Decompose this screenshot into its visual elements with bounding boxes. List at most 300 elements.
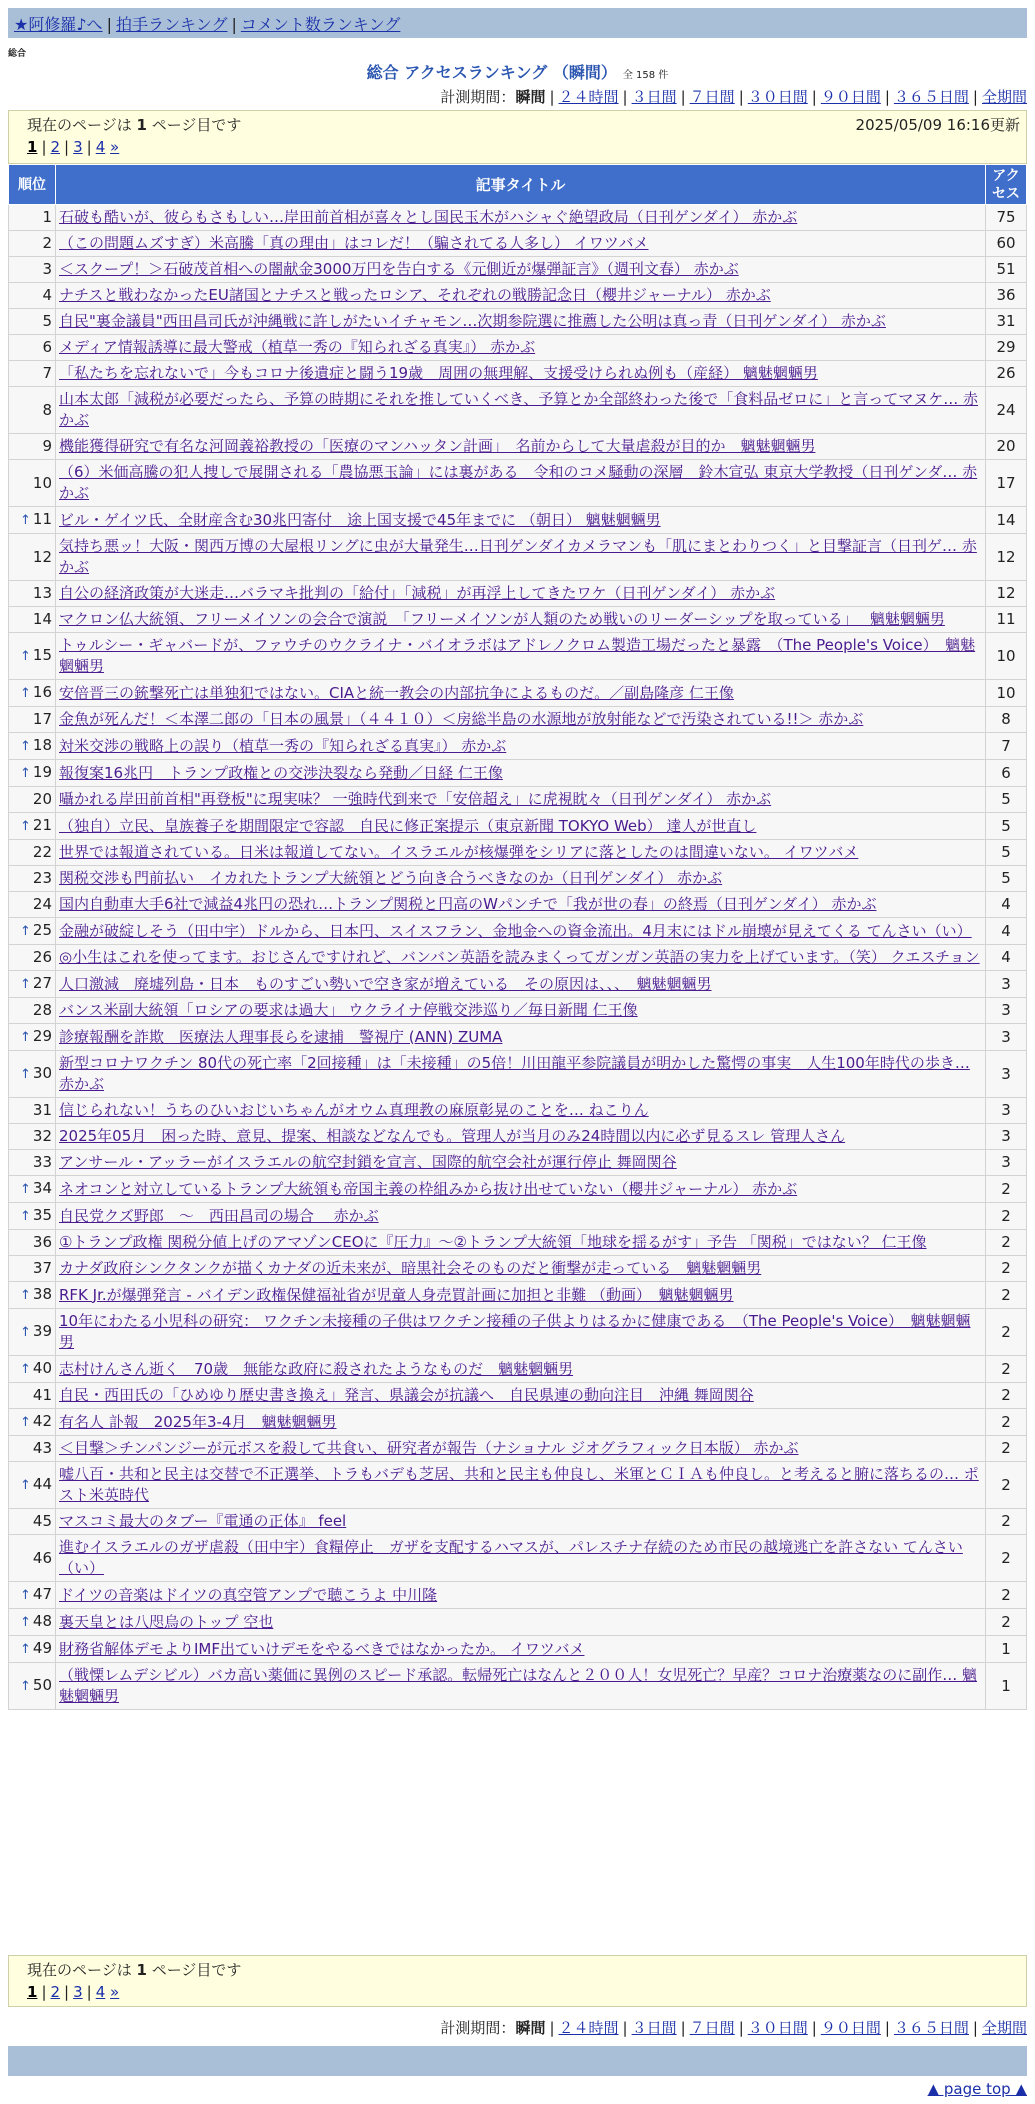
title-cell bbox=[56, 1150, 986, 1176]
period-link[interactable]: ７日間 bbox=[689, 88, 735, 106]
access-count: 2 bbox=[986, 1582, 1027, 1609]
rank-number: 10 bbox=[32, 473, 52, 492]
separator: | bbox=[86, 1983, 92, 2001]
rank-number: 8 bbox=[42, 400, 52, 419]
page-info-top bbox=[8, 110, 1027, 164]
title-cell bbox=[56, 1124, 986, 1150]
rank-cell bbox=[9, 1409, 56, 1436]
title-cell bbox=[56, 581, 986, 607]
access-count: 31 bbox=[986, 309, 1027, 335]
article-link[interactable]: ナチスと戦わなかったEU諸国とナチスと戦ったロシア、それぞれの戦勝記念日（櫻井ジャーナル） 赤かぶ bbox=[59, 286, 771, 304]
title-cell bbox=[56, 607, 986, 633]
rank-cell bbox=[9, 680, 56, 707]
next-page-link[interactable]: » bbox=[110, 1983, 120, 2001]
period-link[interactable]: ３日間 bbox=[631, 2019, 677, 2037]
title-cell bbox=[56, 1098, 986, 1124]
access-count: 29 bbox=[986, 335, 1027, 361]
page-link-4[interactable]: 4 bbox=[95, 138, 106, 156]
title-cell bbox=[56, 1636, 986, 1663]
access-count: 4 bbox=[986, 892, 1027, 918]
rank-number: 39 bbox=[32, 1322, 52, 1340]
rank-cell bbox=[9, 787, 56, 813]
article-link[interactable]: アンサール・アッラーがイスラエルの航空封鎖を宣言、国際的航空会社が運行停止 舞岡関谷 bbox=[59, 1153, 677, 1171]
rank-number: 43 bbox=[32, 1439, 52, 1457]
title-cell bbox=[56, 971, 986, 998]
rank-number: 21 bbox=[32, 816, 52, 834]
clap-ranking-link[interactable]: 拍手ランキング bbox=[115, 15, 228, 34]
rank-number: 25 bbox=[32, 921, 52, 939]
arrow-up-icon: ↑ bbox=[20, 766, 31, 781]
table-row bbox=[9, 231, 1027, 257]
page-link-2[interactable]: 2 bbox=[50, 138, 61, 156]
rank-cell bbox=[9, 1535, 56, 1582]
rank-cell bbox=[9, 361, 56, 387]
access-count: 5 bbox=[986, 866, 1027, 892]
period-current: 瞬間 bbox=[515, 88, 546, 106]
table-row bbox=[9, 733, 1027, 760]
page-link-1[interactable]: 1 bbox=[27, 138, 38, 156]
access-count: 36 bbox=[986, 283, 1027, 309]
period-link[interactable]: ３０日間 bbox=[747, 2019, 808, 2037]
title-cell bbox=[56, 231, 986, 257]
access-count: 11 bbox=[986, 607, 1027, 633]
article-link[interactable]: 石破も酷いが、彼らもさもしい…岸田前首相が喜々とし国民玉木がハシャぐ絶望政局（日刊ゲンダイ） 赤かぶ bbox=[59, 208, 798, 226]
rank-cell bbox=[9, 866, 56, 892]
page-link-4[interactable]: 4 bbox=[95, 1983, 106, 2001]
rank-cell bbox=[9, 892, 56, 918]
rank-cell bbox=[9, 1203, 56, 1230]
access-count: 24 bbox=[986, 387, 1027, 434]
arrow-up-icon: ↑ bbox=[20, 513, 31, 528]
article-link[interactable]: ＜スクープ！＞石破茂首相への闇献金3000万円を告白する《元側近が爆弾証言》（週刊文春） 赤かぶ bbox=[59, 260, 739, 278]
table-row bbox=[9, 1150, 1027, 1176]
article-link[interactable]: ＜目撃＞チンパンジーが元ボスを殺して共食い、研究者が報告（ナショナル ジオグラフィック日本版） 赤かぶ bbox=[59, 1439, 799, 1457]
period-link[interactable]: ３６５日間 bbox=[893, 88, 969, 106]
title-cell bbox=[56, 1609, 986, 1636]
article-link[interactable]: 進むイスラエルのガザ虐殺（田中宇）食糧停止 ガザを支配するハマスが、パレスチナ存続のため市民の越境逃亡を許さない てんさい（い） bbox=[59, 1538, 963, 1577]
separator: | bbox=[680, 2019, 686, 2037]
rank-cell bbox=[9, 1436, 56, 1462]
rank-number: 6 bbox=[42, 338, 52, 356]
separator: | bbox=[738, 2019, 744, 2037]
rank-cell bbox=[9, 1124, 56, 1150]
breadcrumb: 総合 bbox=[8, 49, 27, 59]
table-row bbox=[9, 787, 1027, 813]
article-link[interactable]: 安倍晋三の銃撃死亡は単独犯ではない。CIAと統一教会の内部抗争によるものだ。／副島隆彦 仁王像 bbox=[59, 683, 734, 702]
article-link[interactable]: 人口激減 廃墟列島・日本 ものすごい勢いで空き家が増えている その原因は、、、 魑魅魍魎男 bbox=[59, 974, 712, 993]
article-link[interactable]: ドイツの音楽はドイツの真空管アンプで聴こうよ 中川隆 bbox=[59, 1585, 438, 1604]
rank-number: 19 bbox=[32, 763, 52, 781]
access-count: 7 bbox=[986, 733, 1027, 760]
table-row bbox=[9, 581, 1027, 607]
article-link[interactable]: バンス米副大統領「ロシアの要求は過大」 ウクライナ停戦交渉巡り／毎日新聞 仁王像 bbox=[59, 1001, 638, 1019]
separator: | bbox=[86, 138, 92, 156]
rank-number: 47 bbox=[32, 1585, 52, 1603]
title-cell bbox=[56, 1230, 986, 1256]
table-row bbox=[9, 1230, 1027, 1256]
arrow-up-icon: ↑ bbox=[20, 1067, 31, 1082]
access-count: 2 bbox=[986, 1282, 1027, 1309]
rank-cell bbox=[9, 434, 56, 460]
title-cell bbox=[56, 1409, 986, 1436]
arrow-up-icon: ↑ bbox=[20, 1030, 31, 1045]
period-selector-bottom bbox=[440, 2017, 1027, 2038]
arrow-up-icon: ↑ bbox=[20, 1615, 31, 1630]
separator: | bbox=[884, 88, 890, 106]
table-row bbox=[9, 387, 1027, 434]
article-link[interactable]: 自民・西田氏の「ひめゆり歴史書き換え」発言、県議会が抗議へ 自民県連の動向注目 沖縄 舞岡関谷 bbox=[59, 1386, 754, 1404]
table-row bbox=[9, 1509, 1027, 1535]
access-count: 2 bbox=[986, 1409, 1027, 1436]
period-current: 瞬間 bbox=[515, 2019, 546, 2037]
access-count: 75 bbox=[986, 205, 1027, 231]
table-row bbox=[9, 1203, 1027, 1230]
article-link[interactable]: 信じられない！うちのひいおじいちゃんがオウム真理教の麻原彰晃のことを… ねこりん bbox=[59, 1101, 649, 1119]
rank-number: 35 bbox=[32, 1206, 52, 1224]
article-link[interactable]: カナダ政府シンクタンクが描くカナダの近未来が、暗黒社会そのものだと衝撃が走っている 魑魅魍魎男 bbox=[59, 1259, 762, 1277]
rank-number: 32 bbox=[32, 1127, 52, 1145]
arrow-up-icon: ↑ bbox=[20, 924, 31, 939]
article-link[interactable]: （戦慄レムデシビル）バカ高い薬価に異例のスピード承認。転帰死亡はなんと２００人！女児死亡？早産？コロナ治療薬なのに副作… 魑魅魍魎男 bbox=[59, 1666, 977, 1705]
table-row bbox=[9, 434, 1027, 460]
current-page-text: 現在のページは 1 ページ目です bbox=[27, 116, 242, 134]
page-info-bottom bbox=[8, 1955, 1027, 2007]
rank-cell bbox=[9, 257, 56, 283]
rank-cell bbox=[9, 507, 56, 534]
separator: | bbox=[811, 88, 817, 106]
table-row bbox=[9, 1282, 1027, 1309]
access-count: 2 bbox=[986, 1256, 1027, 1282]
next-page-link[interactable]: » bbox=[110, 138, 120, 156]
separator: | bbox=[549, 88, 555, 106]
arrow-up-icon: ↑ bbox=[20, 819, 31, 834]
rank-cell bbox=[9, 1098, 56, 1124]
page-top bbox=[928, 2080, 1027, 2098]
rank-number: 45 bbox=[32, 1512, 52, 1530]
article-link[interactable]: 有名人 訃報 2025年3-4月 魑魅魍魎男 bbox=[59, 1412, 337, 1431]
access-count: 5 bbox=[986, 813, 1027, 840]
page-title: 総合 アクセスランキング （瞬間） 全 158 件 bbox=[366, 63, 669, 82]
table-row bbox=[9, 257, 1027, 283]
arrow-up-icon: ↑ bbox=[20, 739, 31, 754]
title-cell bbox=[56, 434, 986, 460]
access-count: 2 bbox=[986, 1230, 1027, 1256]
article-link[interactable]: 対米交渉の戦略上の誤り（植草一秀の『知られざる真実』） 赤かぶ bbox=[59, 736, 507, 755]
rank-cell bbox=[9, 231, 56, 257]
access-count: 2 bbox=[986, 1176, 1027, 1203]
table-row bbox=[9, 680, 1027, 707]
arrow-up-icon: ↑ bbox=[20, 977, 31, 992]
article-link[interactable]: 自民党クズ野郎 ～ 西田昌司の場合 赤かぶ bbox=[59, 1206, 379, 1225]
article-link[interactable]: （この問題ムズすぎ）米高騰「真の理由」はコレだ！（騙されてる人多し） イワツバメ bbox=[59, 234, 649, 252]
arrow-up-icon: ↑ bbox=[20, 1642, 31, 1657]
table-row bbox=[9, 607, 1027, 633]
title-cell bbox=[56, 1176, 986, 1203]
rank-cell bbox=[9, 1150, 56, 1176]
access-count: 60 bbox=[986, 231, 1027, 257]
rank-cell bbox=[9, 1383, 56, 1409]
rank-number: 13 bbox=[32, 584, 52, 602]
article-link[interactable]: 自民"裏金議員"西田昌司氏が沖縄戦に許しがたいイチャモン…次期参院選に推薦した公明は真っ青（日刊ゲンダイ） 赤かぶ bbox=[59, 312, 886, 330]
rank-cell bbox=[9, 309, 56, 335]
rank-cell bbox=[9, 1462, 56, 1509]
table-row bbox=[9, 866, 1027, 892]
access-count: 2 bbox=[986, 1356, 1027, 1383]
access-count: 6 bbox=[986, 760, 1027, 787]
table-row bbox=[9, 1124, 1027, 1150]
page-link-1[interactable]: 1 bbox=[27, 1983, 38, 2001]
article-link[interactable]: 新型コロナワクチン 80代の死亡率「2回接種」は「未接種」の5倍！川田龍平参院議員が明かした驚愕の事実 人生100年時代の歩き… 赤かぶ bbox=[59, 1054, 970, 1093]
access-count: 5 bbox=[986, 787, 1027, 813]
access-count: 10 bbox=[986, 633, 1027, 680]
period-link[interactable]: ３６５日間 bbox=[893, 2019, 969, 2037]
comment-ranking-link[interactable]: コメント数ランキング bbox=[240, 15, 401, 34]
rank-number: 33 bbox=[32, 1153, 52, 1171]
rank-cell bbox=[9, 760, 56, 787]
rank-number: 29 bbox=[32, 1027, 52, 1045]
access-count: 12 bbox=[986, 581, 1027, 607]
access-count: 2 bbox=[986, 1203, 1027, 1230]
separator: | bbox=[972, 88, 978, 106]
article-link[interactable]: RFK Jr.が爆弾発言 - バイデン政権保健福祉省が児童人身売買計画に加担と非難 （動画） 魑魅魍魎男 bbox=[59, 1285, 734, 1304]
period-link[interactable]: ３０日間 bbox=[747, 88, 808, 106]
rank-number: 28 bbox=[32, 1001, 52, 1019]
article-link[interactable]: ネオコンと対立しているトランプ大統領も帝国主義の枠組みから抜け出せていない（櫻井ジャーナル） 赤かぶ bbox=[59, 1179, 798, 1198]
title-cell bbox=[56, 1535, 986, 1582]
rank-cell bbox=[9, 945, 56, 971]
article-link[interactable]: 嘘八百・共和と民主は交替で不正選挙、トラもバデも芝居、共和と民主も仲良し、米軍とＣＩＡも仲良し。と考えると腑に落ちるの… ポスト米英時代 bbox=[59, 1465, 979, 1504]
table-row bbox=[9, 1535, 1027, 1582]
title-cell bbox=[56, 257, 986, 283]
title-cell bbox=[56, 1024, 986, 1051]
table-row bbox=[9, 1256, 1027, 1282]
article-link[interactable]: トゥルシー・ギャバードが、ファウチのウクライナ・バイオラボはアドレノクロム製造工場だったと暴露 （The People's Voice） 魑魅魍魎男 bbox=[59, 636, 976, 675]
rank-number: 37 bbox=[32, 1259, 52, 1277]
rank-cell bbox=[9, 707, 56, 733]
access-count: 2 bbox=[986, 1535, 1027, 1582]
article-link[interactable]: 気持ち悪ッ！大阪・関西万博の大屋根リングに虫が大量発生…日刊ゲンダイカメラマンも「肌にまとわりつく」と目撃証言（日刊ゲ… 赤かぶ bbox=[59, 537, 977, 576]
article-link[interactable]: 診療報酬を詐欺 医療法人理事長らを逮捕 警視庁 (ANN) ZUMA bbox=[59, 1027, 503, 1046]
table-row bbox=[9, 813, 1027, 840]
access-count: 4 bbox=[986, 945, 1027, 971]
col-access: アクセス bbox=[986, 165, 1027, 205]
article-link[interactable]: 山本太郎「減税が必要だったら、予算の時期にそれを推していくべき、予算とか全部終わった後で「食料品ゼロに」と言ってマヌケ… 赤かぶ bbox=[59, 390, 979, 429]
rank-cell bbox=[9, 1609, 56, 1636]
article-link[interactable]: 財務省解体デモよりIMF出ていけデモをやるべきではなかったか。 イワツバメ bbox=[59, 1639, 585, 1658]
rank-cell bbox=[9, 1051, 56, 1098]
rank-number: 4 bbox=[42, 286, 52, 304]
table-row bbox=[9, 1409, 1027, 1436]
arrow-up-icon: ↑ bbox=[20, 1209, 31, 1224]
title-cell bbox=[56, 1462, 986, 1509]
rank-number: 46 bbox=[32, 1548, 52, 1567]
rank-cell bbox=[9, 460, 56, 507]
access-count: 12 bbox=[986, 534, 1027, 581]
title-cell bbox=[56, 387, 986, 434]
access-count: 26 bbox=[986, 361, 1027, 387]
rank-number: 7 bbox=[42, 364, 52, 382]
article-link[interactable]: 裏天皇とは八咫烏のトップ 空也 bbox=[59, 1612, 274, 1631]
table-row bbox=[9, 361, 1027, 387]
article-link[interactable]: 10年にわたる小児科の研究： ワクチン未接種の子供はワクチン接種の子供よりはるかに健康である （The People's Voice） 魑魅魍魎男 bbox=[59, 1312, 971, 1351]
page-link-3[interactable]: 3 bbox=[73, 1983, 83, 2001]
title-cell bbox=[56, 707, 986, 733]
access-count: 3 bbox=[986, 971, 1027, 998]
article-link[interactable]: 金融が破綻しそう（田中宇）ドルから、日本円、スイスフラン、金地金への資金流出。4月末にはドル崩壊が見えてくる てんさい（い） bbox=[59, 921, 972, 940]
table-row bbox=[9, 1609, 1027, 1636]
title-cell bbox=[56, 1582, 986, 1609]
article-link[interactable]: ①トランプ政権 関税分値上げのアマゾンCEOに『圧力』～②トランプ大統領「地球を揺るがす」予告 「関税」ではない？ 仁王像 bbox=[59, 1233, 927, 1251]
article-link[interactable]: ビル・ゲイツ氏、全財産含む30兆円寄付 途上国支援で45年までに （朝日） 魑魅魍魎男 bbox=[59, 510, 661, 529]
table-row bbox=[9, 1582, 1027, 1609]
period-link[interactable]: ９０日間 bbox=[820, 2019, 881, 2037]
article-link[interactable]: マスコミ最大のタブー『電通の正体』 feel bbox=[59, 1512, 347, 1530]
rank-cell bbox=[9, 581, 56, 607]
rank-number: 38 bbox=[32, 1285, 52, 1303]
rank-number: 49 bbox=[32, 1639, 52, 1657]
period-link[interactable]: ７日間 bbox=[689, 2019, 735, 2037]
title-cell bbox=[56, 866, 986, 892]
rank-cell bbox=[9, 1309, 56, 1356]
article-link[interactable]: ◎小生はこれを使ってます。おじさんですけれど、バンバン英語を読みまくってガンガン英語の実力を上げています。（笑） クエスチョン bbox=[59, 948, 980, 966]
title-cell bbox=[56, 1356, 986, 1383]
article-link[interactable]: メディア情報誘導に最大警戒（植草一秀の『知られざる真実』） 赤かぶ bbox=[59, 338, 536, 356]
separator: | bbox=[811, 2019, 817, 2037]
rank-cell bbox=[9, 1230, 56, 1256]
rank-number: 41 bbox=[32, 1386, 52, 1404]
period-link[interactable]: ２４時間 bbox=[558, 2019, 619, 2037]
article-link[interactable]: 世界では報道されている。日米は報道してない。イスラエルが核爆弾をシリアに落としたのは間違いない。 イワツバメ bbox=[59, 843, 859, 861]
article-link[interactable]: マクロン仏大統領、フリーメイソンの会合で演説 「フリーメイソンが人類のため戦いのリーダーシップを取っている」 魑魅魍魎男 bbox=[59, 610, 945, 628]
updated-time: 2025/05/09 16:16更新 bbox=[855, 116, 1020, 134]
page-top-link[interactable]: ▲ page top ▲ bbox=[927, 2080, 1027, 2098]
arrow-up-icon: ↑ bbox=[20, 1415, 31, 1430]
table-row bbox=[9, 460, 1027, 507]
page-link-3[interactable]: 3 bbox=[73, 138, 83, 156]
access-count: 3 bbox=[986, 1051, 1027, 1098]
home-link[interactable]: ★阿修羅♪へ bbox=[14, 15, 103, 34]
rank-cell bbox=[9, 1636, 56, 1663]
period-label: 計測期間： bbox=[440, 2019, 516, 2037]
article-link[interactable]: （6）米価高騰の犯人捜しで展開される「農協悪玉論」には裏がある 令和のコメ騒動の深層 鈴木宣弘 東京大学教授（日刊ゲンダ… 赤かぶ bbox=[59, 463, 978, 502]
table-row bbox=[9, 1024, 1027, 1051]
rank-cell bbox=[9, 387, 56, 434]
ranking-rows bbox=[9, 205, 1027, 1710]
pager-bottom bbox=[27, 1983, 1008, 2001]
title-cell bbox=[56, 507, 986, 534]
title-cell bbox=[56, 840, 986, 866]
rank-number: 36 bbox=[32, 1233, 52, 1251]
access-count: 2 bbox=[986, 1436, 1027, 1462]
title-cell bbox=[56, 1663, 986, 1710]
rank-number: 40 bbox=[32, 1359, 52, 1377]
rank-cell bbox=[9, 1256, 56, 1282]
article-link[interactable]: 金魚が死んだ！＜本澤二郎の「日本の風景」（４４１０）＜房総半島の水源地が放射能などで汚染されている!!＞ 赤かぶ bbox=[59, 710, 864, 728]
rank-number: 24 bbox=[32, 895, 52, 913]
access-count: 2 bbox=[986, 1509, 1027, 1535]
article-link[interactable]: 関税交渉も門前払い イカれたトランプ大統領とどう向き合うべきなのか（日刊ゲンダイ） 赤かぶ bbox=[59, 869, 723, 887]
rank-number: 3 bbox=[42, 260, 52, 278]
access-count: 2 bbox=[986, 1462, 1027, 1509]
title-cell bbox=[56, 787, 986, 813]
title-cell bbox=[56, 205, 986, 231]
rank-cell bbox=[9, 1024, 56, 1051]
period-link[interactable]: ９０日間 bbox=[820, 88, 881, 106]
article-link[interactable]: 志村けんさん逝く 70歳 無能な政府に殺されたようなものだ 魑魅魍魎男 bbox=[59, 1359, 574, 1378]
table-row bbox=[9, 1176, 1027, 1203]
title-cell bbox=[56, 361, 986, 387]
separator: | bbox=[622, 2019, 628, 2037]
title-cell bbox=[56, 813, 986, 840]
rank-number: 30 bbox=[32, 1064, 52, 1082]
rank-number: 16 bbox=[32, 683, 52, 701]
period-link[interactable]: ２４時間 bbox=[558, 88, 619, 106]
separator: | bbox=[972, 2019, 978, 2037]
page-link-2[interactable]: 2 bbox=[50, 1983, 61, 2001]
rank-cell bbox=[9, 813, 56, 840]
article-link[interactable]: 報復案16兆円 トランプ政権との交渉決裂なら発動／日経 仁王像 bbox=[59, 763, 503, 782]
title-cell bbox=[56, 1509, 986, 1535]
table-row bbox=[9, 945, 1027, 971]
table-row bbox=[9, 1051, 1027, 1098]
article-link[interactable]: （独自）立民、皇族養子を期間限定で容認 自民に修正案提示（東京新聞 TOKYO Web） 達人が世直し bbox=[59, 816, 757, 835]
article-link[interactable]: 自公の経済政策が大迷走…バラマキ批判の「給付」「減税」が再浮上してきたワケ（日刊ゲンダイ） 赤かぶ bbox=[59, 584, 776, 602]
title-cell bbox=[56, 733, 986, 760]
period-link[interactable]: ３日間 bbox=[631, 88, 677, 106]
access-count: 1 bbox=[986, 1636, 1027, 1663]
arrow-up-icon: ↑ bbox=[20, 1478, 31, 1493]
rank-number: 26 bbox=[32, 948, 52, 966]
access-count: 5 bbox=[986, 840, 1027, 866]
rank-number: 11 bbox=[32, 510, 52, 528]
article-link[interactable]: 「私たちを忘れないで」今もコロナ後遺症と闘う19歳 周囲の無理解、支援受けられぬ例も（産経） 魑魅魍魎男 bbox=[59, 364, 818, 382]
separator: | bbox=[738, 88, 744, 106]
rank-number: 31 bbox=[32, 1101, 52, 1119]
access-count: 4 bbox=[986, 918, 1027, 945]
title-cell bbox=[56, 680, 986, 707]
separator: | bbox=[549, 2019, 555, 2037]
title-cell bbox=[56, 1051, 986, 1098]
table-row bbox=[9, 1098, 1027, 1124]
separator: | bbox=[680, 88, 686, 106]
article-link[interactable]: 囁かれる岸田前首相"再登板"に現実味？ 一強時代到来で「安倍超え」に虎視眈々（日刊ゲンダイ） 赤かぶ bbox=[59, 790, 772, 808]
period-link[interactable]: 全期間 bbox=[981, 88, 1027, 106]
table-row bbox=[9, 760, 1027, 787]
arrow-up-icon: ↑ bbox=[20, 1288, 31, 1303]
rank-cell bbox=[9, 633, 56, 680]
table-row bbox=[9, 707, 1027, 733]
period-selector-top bbox=[440, 86, 1027, 107]
table-row bbox=[9, 840, 1027, 866]
article-link[interactable]: 国内自動車大手6社で減益4兆円の恐れ…トランプ関税と円高のWパンチで「我が世の春」の終焉（日刊ゲンダイ） 赤かぶ bbox=[59, 895, 877, 913]
rank-number: 27 bbox=[32, 974, 52, 992]
article-link[interactable]: 2025年05月 困った時、意見、提案、相談などなんでも。管理人が当月のみ24時間以内に必ず見るスレ 管理人さん bbox=[59, 1127, 846, 1145]
article-link[interactable]: 機能獲得研究で有名な河岡義裕教授の「医療のマンハッタン計画」 名前からして大量虐殺が目的か 魑魅魍魎男 bbox=[59, 437, 816, 455]
arrow-up-icon: ↑ bbox=[20, 686, 31, 701]
col-rank: 順位 bbox=[9, 165, 56, 205]
title-cell bbox=[56, 918, 986, 945]
pager-top bbox=[27, 138, 1008, 156]
title-cell bbox=[56, 534, 986, 581]
title-cell bbox=[56, 1203, 986, 1230]
arrow-up-icon: ↑ bbox=[20, 1362, 31, 1377]
table-row bbox=[9, 534, 1027, 581]
period-link[interactable]: 全期間 bbox=[981, 2019, 1027, 2037]
access-count: 20 bbox=[986, 434, 1027, 460]
arrow-up-icon: ↑ bbox=[20, 1588, 31, 1603]
title-cell bbox=[56, 1436, 986, 1462]
table-row bbox=[9, 1383, 1027, 1409]
